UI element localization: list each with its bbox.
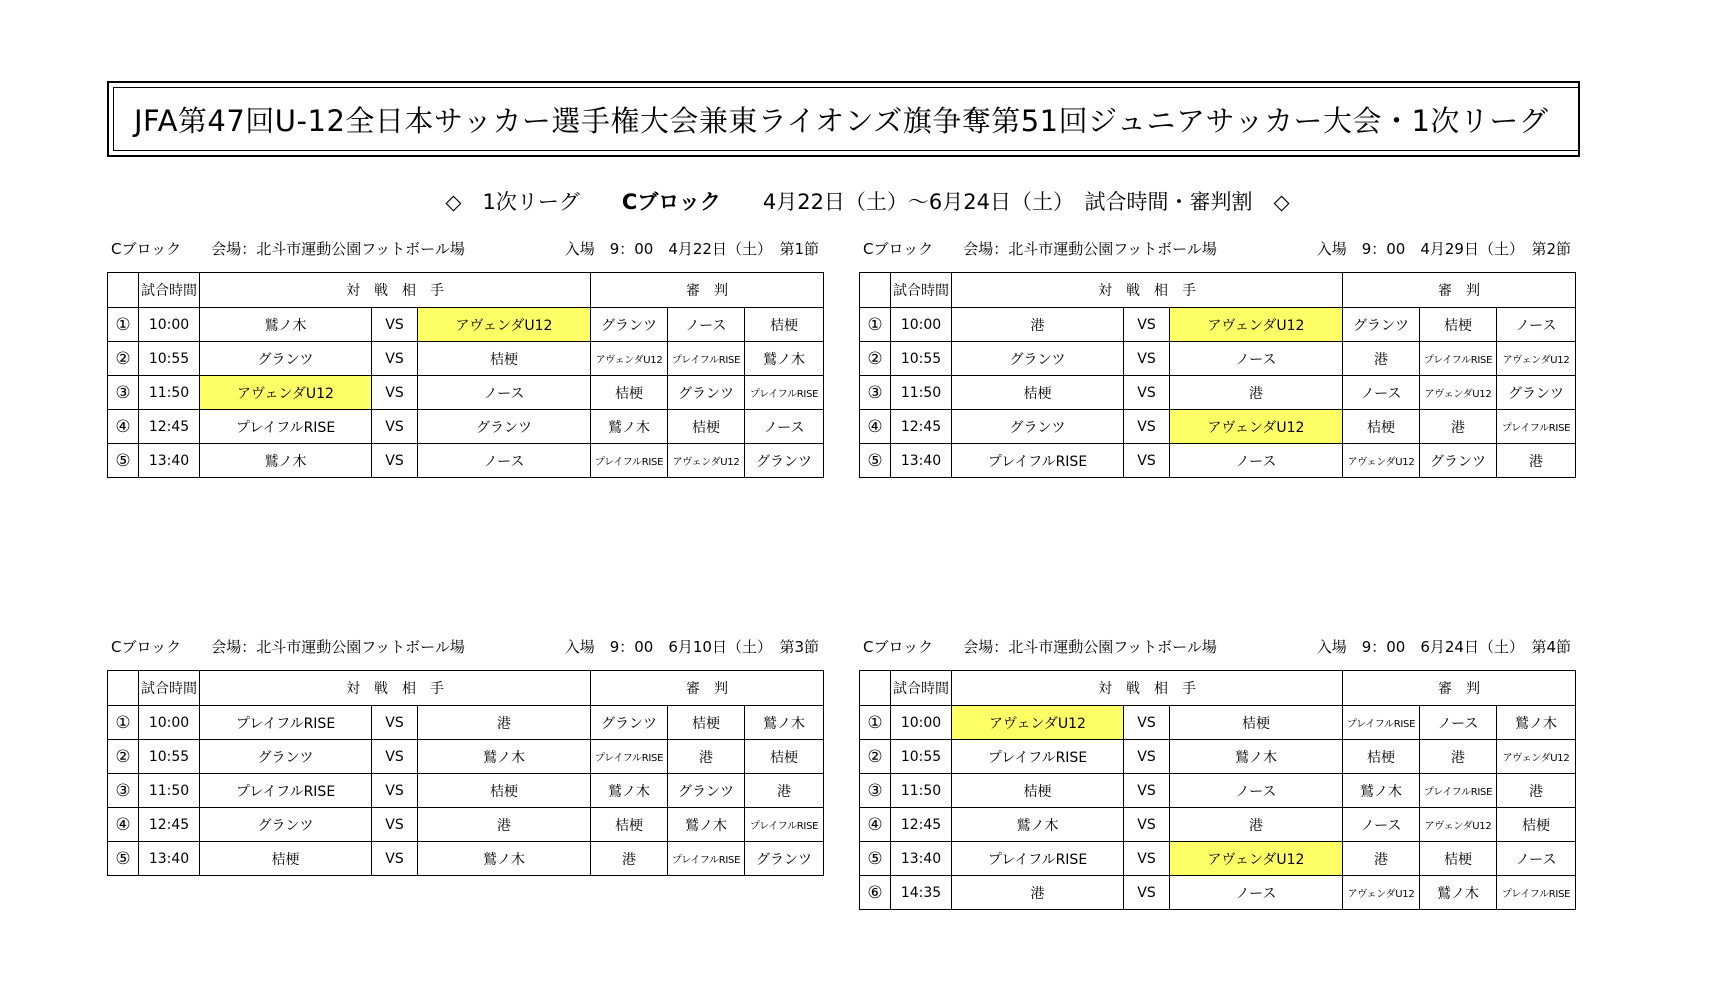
away-team: アヴェンダU12 xyxy=(418,308,591,342)
referee-team: 桔梗 xyxy=(1343,740,1420,774)
versus-label: VS xyxy=(372,342,418,376)
versus-label: VS xyxy=(1124,842,1170,876)
versus-label: VS xyxy=(1124,774,1170,808)
versus-label: VS xyxy=(372,410,418,444)
header-referee: 審 判 xyxy=(591,671,824,706)
referee-team: 鷲ノ木 xyxy=(1343,774,1420,808)
header-blank xyxy=(108,273,139,308)
home-team: アヴェンダU12 xyxy=(952,706,1124,740)
schedule-table xyxy=(107,272,824,478)
versus-label: VS xyxy=(372,376,418,410)
kickoff-time: 11:50 xyxy=(139,376,200,410)
referee-team: 港 xyxy=(1497,444,1576,478)
match-number: ② xyxy=(860,342,891,376)
referee-team: 港 xyxy=(591,842,668,876)
referee-team: グランツ xyxy=(668,774,745,808)
header-match: 対 戦 相 手 xyxy=(952,273,1343,308)
referee-team: プレイフルRISE xyxy=(668,342,745,376)
referee-team: グランツ xyxy=(591,706,668,740)
block-meta xyxy=(859,238,1575,262)
entry-info: 入場 9：00 6月10日（土） 第3節 xyxy=(564,638,819,656)
away-team: 港 xyxy=(418,706,591,740)
table-row xyxy=(860,774,1576,808)
block-venue-line xyxy=(863,238,1217,259)
versus-label: VS xyxy=(1124,342,1170,376)
referee-team: プレイフルRISE xyxy=(745,808,824,842)
referee-team: プレイフルRISE xyxy=(745,376,824,410)
table-row xyxy=(108,774,824,808)
venue-label: 会場：北斗市運動公園フットボール場 xyxy=(211,638,465,656)
referee-team: 港 xyxy=(1420,410,1497,444)
table-header-row xyxy=(108,671,824,706)
referee-team: 鷲ノ木 xyxy=(668,808,745,842)
home-team: 港 xyxy=(952,308,1124,342)
referee-team: プレイフルRISE xyxy=(1420,774,1497,808)
kickoff-time: 11:50 xyxy=(891,376,952,410)
kickoff-time: 14:35 xyxy=(891,876,952,910)
referee-team: ノース xyxy=(1497,308,1576,342)
referee-team: アヴェンダU12 xyxy=(668,444,745,478)
referee-team: アヴェンダU12 xyxy=(1497,342,1576,376)
away-team: グランツ xyxy=(418,410,591,444)
away-team: 桔梗 xyxy=(418,774,591,808)
referee-team: 桔梗 xyxy=(745,740,824,774)
home-team: プレイフルRISE xyxy=(200,774,372,808)
title-frame xyxy=(107,81,1580,157)
versus-label: VS xyxy=(372,808,418,842)
versus-label: VS xyxy=(372,706,418,740)
venue-label: 会場：北斗市運動公園フットボール場 xyxy=(211,240,465,258)
referee-team: プレイフルRISE xyxy=(1420,342,1497,376)
kickoff-time: 13:40 xyxy=(891,842,952,876)
referee-team: プレイフルRISE xyxy=(668,842,745,876)
block-meta xyxy=(107,238,823,262)
referee-team: ノース xyxy=(668,308,745,342)
home-team: 鷲ノ木 xyxy=(200,308,372,342)
block-label: Cブロック xyxy=(111,240,182,258)
match-number: ⑤ xyxy=(108,842,139,876)
away-team: 鷲ノ木 xyxy=(418,740,591,774)
kickoff-time: 11:50 xyxy=(139,774,200,808)
kickoff-time: 10:00 xyxy=(139,706,200,740)
referee-team: 桔梗 xyxy=(1420,842,1497,876)
referee-team: 港 xyxy=(1343,342,1420,376)
table-row xyxy=(108,342,824,376)
referee-team: 港 xyxy=(1420,740,1497,774)
subtitle-suffix: 4月22日（土）～6月24日（土） 試合時間・審判割 ◇ xyxy=(720,190,1290,214)
page-title: JFA第47回U-12全日本サッカー選手権大会兼東ライオンズ旗争奪第51回ジュニアサッカー大会・1次リーグ xyxy=(113,87,1580,151)
schedule-block xyxy=(859,238,1575,471)
referee-team: 鷲ノ木 xyxy=(591,410,668,444)
referee-team: アヴェンダU12 xyxy=(591,342,668,376)
match-number: ⑤ xyxy=(108,444,139,478)
away-team: アヴェンダU12 xyxy=(1170,410,1343,444)
kickoff-time: 10:00 xyxy=(891,308,952,342)
referee-team: プレイフルRISE xyxy=(591,740,668,774)
referee-team: アヴェンダU12 xyxy=(1343,876,1420,910)
schedule-block xyxy=(107,636,823,869)
table-row xyxy=(860,706,1576,740)
block-meta xyxy=(859,636,1575,660)
referee-team: 港 xyxy=(1343,842,1420,876)
referee-team: プレイフルRISE xyxy=(591,444,668,478)
home-team: グランツ xyxy=(200,342,372,376)
referee-team: グランツ xyxy=(591,308,668,342)
away-team: 鷲ノ木 xyxy=(418,842,591,876)
referee-team: グランツ xyxy=(668,376,745,410)
home-team: 桔梗 xyxy=(952,774,1124,808)
referee-team: アヴェンダU12 xyxy=(1420,808,1497,842)
entry-info: 入場 9：00 4月22日（土） 第1節 xyxy=(564,240,819,258)
referee-team: アヴェンダU12 xyxy=(1497,740,1576,774)
table-row xyxy=(860,842,1576,876)
referee-team: プレイフルRISE xyxy=(1497,876,1576,910)
schedule-block xyxy=(859,636,1575,903)
header-blank xyxy=(860,671,891,706)
table-row xyxy=(108,740,824,774)
match-number: ④ xyxy=(108,410,139,444)
away-team: アヴェンダU12 xyxy=(1170,842,1343,876)
subtitle xyxy=(0,186,1735,216)
referee-team: ノース xyxy=(1497,842,1576,876)
table-row xyxy=(108,808,824,842)
header-time: 試合時間 xyxy=(891,273,952,308)
block-venue-line xyxy=(863,636,1217,657)
away-team: ノース xyxy=(418,444,591,478)
versus-label: VS xyxy=(1124,706,1170,740)
referee-team: 桔梗 xyxy=(1497,808,1576,842)
home-team: グランツ xyxy=(200,740,372,774)
versus-label: VS xyxy=(1124,410,1170,444)
away-team: ノース xyxy=(1170,444,1343,478)
away-team: ノース xyxy=(1170,342,1343,376)
referee-team: 桔梗 xyxy=(668,706,745,740)
referee-team: 港 xyxy=(668,740,745,774)
referee-team: ノース xyxy=(745,410,824,444)
versus-label: VS xyxy=(1124,308,1170,342)
entry-info: 入場 9：00 4月29日（土） 第2節 xyxy=(1316,240,1571,258)
versus-label: VS xyxy=(372,444,418,478)
kickoff-time: 10:55 xyxy=(891,342,952,376)
header-match: 対 戦 相 手 xyxy=(952,671,1343,706)
schedule-block xyxy=(107,238,823,471)
table-row xyxy=(860,342,1576,376)
versus-label: VS xyxy=(372,774,418,808)
table-row xyxy=(108,410,824,444)
referee-team: アヴェンダU12 xyxy=(1420,376,1497,410)
home-team: グランツ xyxy=(952,410,1124,444)
venue-label: 会場：北斗市運動公園フットボール場 xyxy=(963,638,1217,656)
home-team: プレイフルRISE xyxy=(200,706,372,740)
referee-team: 鷲ノ木 xyxy=(591,774,668,808)
header-match: 対 戦 相 手 xyxy=(200,273,591,308)
kickoff-time: 10:55 xyxy=(139,740,200,774)
match-number: ③ xyxy=(108,774,139,808)
referee-team: グランツ xyxy=(1497,376,1576,410)
kickoff-time: 13:40 xyxy=(139,842,200,876)
table-row xyxy=(108,308,824,342)
match-number: ③ xyxy=(860,774,891,808)
header-blank xyxy=(108,671,139,706)
table-row xyxy=(860,740,1576,774)
kickoff-time: 12:45 xyxy=(891,808,952,842)
block-label: Cブロック xyxy=(863,240,934,258)
kickoff-time: 12:45 xyxy=(891,410,952,444)
subtitle-block: Cブロック xyxy=(621,190,721,214)
match-number: ④ xyxy=(860,808,891,842)
subtitle-prefix: ◇ 1次リーグ xyxy=(445,190,622,214)
table-row xyxy=(108,376,824,410)
block-meta xyxy=(107,636,823,660)
referee-team: 鷲ノ木 xyxy=(1497,706,1576,740)
away-team: 鷲ノ木 xyxy=(1170,740,1343,774)
referee-team: プレイフルRISE xyxy=(1497,410,1576,444)
home-team: プレイフルRISE xyxy=(952,444,1124,478)
header-time: 試合時間 xyxy=(139,273,200,308)
referee-team: 鷲ノ木 xyxy=(745,342,824,376)
versus-label: VS xyxy=(1124,808,1170,842)
table-header-row xyxy=(860,671,1576,706)
referee-team: 桔梗 xyxy=(591,376,668,410)
header-referee: 審 判 xyxy=(591,273,824,308)
versus-label: VS xyxy=(1124,376,1170,410)
referee-team: グランツ xyxy=(1343,308,1420,342)
away-team: 港 xyxy=(418,808,591,842)
referee-team: ノース xyxy=(1343,376,1420,410)
block-venue-line xyxy=(111,636,465,657)
schedule-table xyxy=(107,670,824,876)
away-team: ノース xyxy=(1170,876,1343,910)
table-row xyxy=(860,876,1576,910)
match-number: ① xyxy=(860,706,891,740)
away-team: ノース xyxy=(1170,774,1343,808)
referee-team: ノース xyxy=(1420,706,1497,740)
header-blank xyxy=(860,273,891,308)
home-team: プレイフルRISE xyxy=(952,740,1124,774)
match-number: ① xyxy=(108,706,139,740)
home-team: 港 xyxy=(952,876,1124,910)
match-number: ④ xyxy=(108,808,139,842)
schedule-table xyxy=(859,272,1576,478)
kickoff-time: 13:40 xyxy=(139,444,200,478)
header-referee: 審 判 xyxy=(1343,671,1576,706)
home-team: 鷲ノ木 xyxy=(952,808,1124,842)
home-team: 桔梗 xyxy=(200,842,372,876)
referee-team: プレイフルRISE xyxy=(1343,706,1420,740)
referee-team: アヴェンダU12 xyxy=(1343,444,1420,478)
away-team: 桔梗 xyxy=(1170,706,1343,740)
match-number: ① xyxy=(860,308,891,342)
block-label: Cブロック xyxy=(863,638,934,656)
kickoff-time: 10:55 xyxy=(139,342,200,376)
match-number: ④ xyxy=(860,410,891,444)
kickoff-time: 10:00 xyxy=(891,706,952,740)
home-team: 桔梗 xyxy=(952,376,1124,410)
referee-team: グランツ xyxy=(745,842,824,876)
kickoff-time: 11:50 xyxy=(891,774,952,808)
entry-info: 入場 9：00 6月24日（土） 第4節 xyxy=(1316,638,1571,656)
table-header-row xyxy=(108,273,824,308)
match-number: ⑤ xyxy=(860,842,891,876)
table-row xyxy=(108,706,824,740)
block-venue-line xyxy=(111,238,465,259)
header-match: 対 戦 相 手 xyxy=(200,671,591,706)
kickoff-time: 13:40 xyxy=(891,444,952,478)
referee-team: 桔梗 xyxy=(745,308,824,342)
away-team: 桔梗 xyxy=(418,342,591,376)
versus-label: VS xyxy=(372,308,418,342)
referee-team: 桔梗 xyxy=(1343,410,1420,444)
header-time: 試合時間 xyxy=(891,671,952,706)
match-number: ⑤ xyxy=(860,444,891,478)
table-row xyxy=(108,842,824,876)
referee-team: 桔梗 xyxy=(1420,308,1497,342)
table-row xyxy=(860,376,1576,410)
kickoff-time: 10:55 xyxy=(891,740,952,774)
away-team: ノース xyxy=(418,376,591,410)
table-row xyxy=(860,444,1576,478)
kickoff-time: 10:00 xyxy=(139,308,200,342)
away-team: 港 xyxy=(1170,376,1343,410)
match-number: ③ xyxy=(108,376,139,410)
versus-label: VS xyxy=(1124,740,1170,774)
table-row xyxy=(108,444,824,478)
referee-team: 桔梗 xyxy=(668,410,745,444)
referee-team: 鷲ノ木 xyxy=(1420,876,1497,910)
home-team: グランツ xyxy=(952,342,1124,376)
match-number: ② xyxy=(108,740,139,774)
table-row xyxy=(860,410,1576,444)
match-number: ② xyxy=(860,740,891,774)
kickoff-time: 12:45 xyxy=(139,808,200,842)
away-team: アヴェンダU12 xyxy=(1170,308,1343,342)
table-header-row xyxy=(860,273,1576,308)
table-row xyxy=(860,808,1576,842)
home-team: プレイフルRISE xyxy=(200,410,372,444)
referee-team: 桔梗 xyxy=(591,808,668,842)
away-team: 港 xyxy=(1170,808,1343,842)
match-number: ⑥ xyxy=(860,876,891,910)
match-number: ② xyxy=(108,342,139,376)
versus-label: VS xyxy=(1124,876,1170,910)
header-time: 試合時間 xyxy=(139,671,200,706)
versus-label: VS xyxy=(372,740,418,774)
referee-team: ノース xyxy=(1343,808,1420,842)
referee-team: 港 xyxy=(1497,774,1576,808)
referee-team: グランツ xyxy=(745,444,824,478)
home-team: プレイフルRISE xyxy=(952,842,1124,876)
versus-label: VS xyxy=(372,842,418,876)
header-referee: 審 判 xyxy=(1343,273,1576,308)
home-team: アヴェンダU12 xyxy=(200,376,372,410)
venue-label: 会場：北斗市運動公園フットボール場 xyxy=(963,240,1217,258)
versus-label: VS xyxy=(1124,444,1170,478)
match-number: ③ xyxy=(860,376,891,410)
match-number: ① xyxy=(108,308,139,342)
block-label: Cブロック xyxy=(111,638,182,656)
referee-team: グランツ xyxy=(1420,444,1497,478)
referee-team: 港 xyxy=(745,774,824,808)
schedule-table xyxy=(859,670,1576,910)
home-team: グランツ xyxy=(200,808,372,842)
home-team: 鷲ノ木 xyxy=(200,444,372,478)
referee-team: 鷲ノ木 xyxy=(745,706,824,740)
table-row xyxy=(860,308,1576,342)
kickoff-time: 12:45 xyxy=(139,410,200,444)
